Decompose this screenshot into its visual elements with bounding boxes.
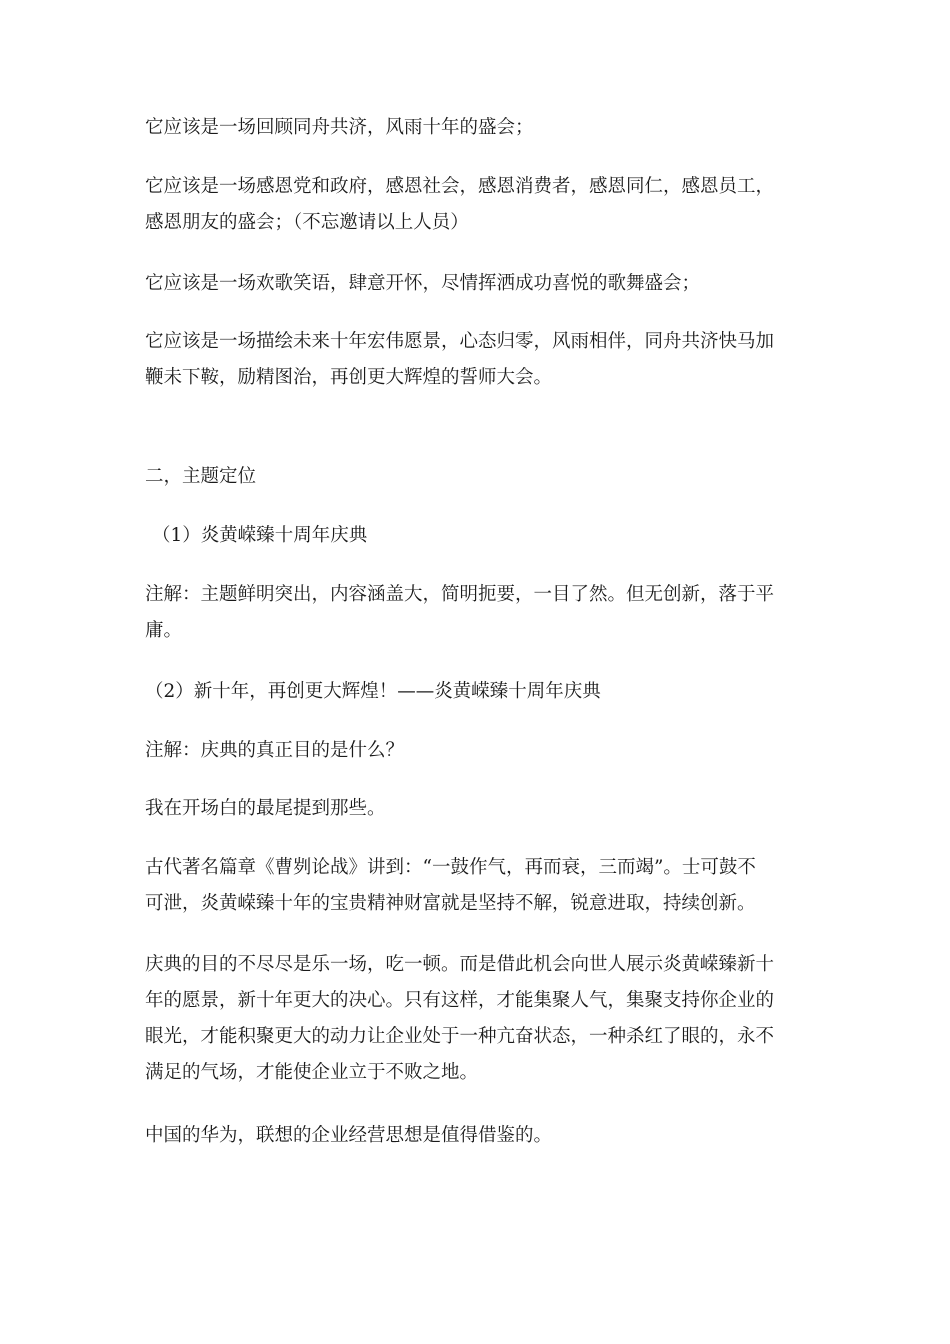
paragraph-review	[145, 110, 810, 146]
text-line: （1）炎黄嵘臻十周年庆典	[152, 525, 368, 546]
paragraph-purpose	[145, 947, 810, 1091]
paragraph-note-2	[145, 733, 810, 769]
paragraph-note-1	[145, 577, 810, 649]
text-line: 感恩朋友的盛会；（不忘邀请以上人员）	[145, 212, 469, 233]
text-line: 它应该是一场欢歌笑语，肆意开怀，尽情挥洒成功喜悦的歌舞盛会；	[145, 273, 701, 294]
paragraph-celebration	[145, 266, 810, 302]
text-line: 满足的气场，才能使企业立于不败之地。	[145, 1062, 479, 1083]
text-line: 它应该是一场描绘未来十年宏伟愿景，心态归零，风雨相伴，同舟共济快马加	[145, 331, 775, 352]
text-line: 可泄，炎黄嵘臻十年的宝贵精神财富就是坚持不解，锐意进取，持续创新。	[145, 893, 756, 914]
text-line: 庆典的目的不尽尽是乐一场，吃一顿。而是借此机会向世人展示炎黄嵘臻新十	[145, 954, 775, 975]
text-line: 它应该是一场感恩党和政府，感恩社会，感恩消费者，感恩同仁，感恩员工，	[145, 176, 775, 197]
heading-text: 二，主题定位	[145, 466, 257, 487]
text-line: 注解：主题鲜明突出，内容涵盖大，简明扼要，一目了然。但无创新，落于平	[145, 584, 775, 605]
text-line: 注解：庆典的真正目的是什么？	[145, 740, 405, 761]
paragraph-opening	[145, 791, 810, 827]
text-line: 眼光，才能积聚更大的动力让企业处于一种亢奋状态，一种杀红了眼的，永不	[145, 1026, 775, 1047]
text-line: （2）新十年，再创更大辉煌！——炎黄嵘臻十周年庆典	[145, 681, 601, 702]
text-line: 它应该是一场回顾同舟共济，风雨十年的盛会；	[145, 117, 534, 138]
text-line: 年的愿景，新十年更大的决心。只有这样，才能集聚人气，集聚支持你企业的	[145, 990, 775, 1011]
paragraph-gratitude	[145, 169, 810, 241]
text-line: 庸。	[145, 620, 183, 641]
text-line: 中国的华为，联想的企业经营思想是值得借鉴的。	[145, 1125, 553, 1146]
theme-option-2	[145, 674, 810, 710]
paragraph-vision	[145, 324, 810, 396]
text-line: 鞭未下鞍，励精图治，再创更大辉煌的誓师大会。	[145, 367, 553, 388]
text-line: 我在开场白的最尾提到那些。	[145, 798, 386, 819]
section-heading-theme	[145, 459, 810, 495]
theme-option-1	[152, 518, 817, 554]
paragraph-classic	[145, 850, 810, 922]
paragraph-reference	[145, 1118, 810, 1154]
text-line: 古代著名篇章《曹刿论战》讲到：“一鼓作气，再而衰，三而竭”。士可鼓不	[145, 857, 756, 878]
